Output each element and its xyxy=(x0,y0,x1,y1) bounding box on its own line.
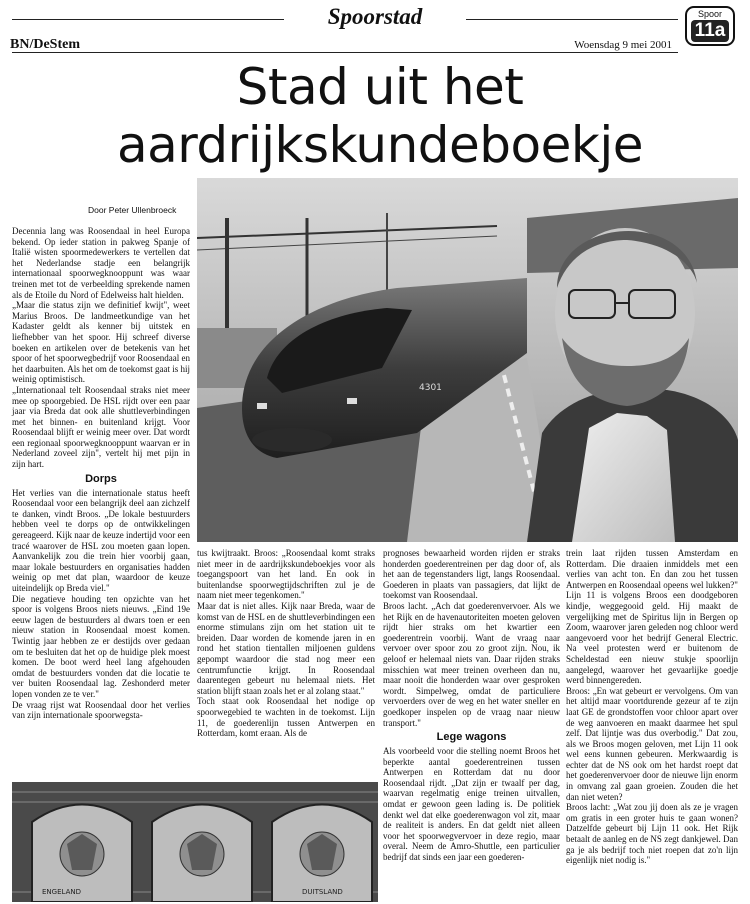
headline xyxy=(60,58,700,174)
paragraph: Die negatieve houding ten opzichte van het spoor is volgens Broos niets nieuws. „Eind 19e eeuw lagen de bestuurders al dwars toen er een nieuw station in Roosendaal moest komen. Twintig jaar hebben ze er destijds over gedaan om te besluiten dat het op de huidige plek moest komen. De boot werd heel lang afgehouden omdat de bestuurders vonden dat die locatie te ver buiten Roosendaal lag. Zeshonderd meter lopen vonden ze te ver." xyxy=(12,593,190,699)
paragraph: Lijn 11 is volgens Broos een doodgeboren kindje, weggegooid geld. Hij maakt de vergelijking met de Spiritus lijn in Bergen op Zoom, waarover jaren geleden nog chloor werd aangevoerd voor het bedrijf General Electric. Na veel protesten werd er buitenom de Scheldestad een nieuw stukje spoorlijn aangelegd, waarover het gevaarlijke goedje werd binnengereden. xyxy=(566,590,738,686)
tiles-illustration xyxy=(12,782,378,902)
header-rule-left xyxy=(12,19,284,20)
column-3 xyxy=(383,548,560,863)
paragraph: Broos lacht. „Ach dat goederenvervoer. Als we het Rijk en de havenautoriteiten moeten geloven rijdt hier straks om het kwartier een goederentrein voorbij. Want de vraag naar vervoer over spoor zou zo groot zijn. Nou, ik geloof er helemaal niets van. Daar rijden straks misschien wat meer treinen overheen dan nu, maar nooit die honderden waar over gesproken wordt. Simpelweg, omdat de particuliere vervoerders over de weg en het water sneller en goedkoper inspelen op de vraag naar nieuw transport." xyxy=(383,600,560,728)
paragraph: trein laat rijden tussen Amsterdam en Rotterdam. Die draaien inmiddels met een verlies van acht ton. En dan zou het tussen Antwerpen en Roosendaal opeens wel lukken?" xyxy=(566,548,738,590)
paragraph: tus kwijtraakt. Broos: „Roosendaal komt straks niet meer in de aardrijkskundeboekjes voor als toegangspoort van het land. En ook in buitenlandse spoorwegtijdschriften zul je de naam niet meer tegenkomen." xyxy=(197,548,375,601)
paragraph: „Maar die status zijn we definitief kwijt", weet Marius Broos. De landmeetkundige van het Kadaster geldt als kenner bij uitstek en liefhebber van het spoor. Hij schreef diverse boeken en artikelen over de betekenis van het spoor of het spoorwegbedrijf voor Roosendaal en het daarbuiten. Als het om de toekomst gaat is hij weinig optimistisch. xyxy=(12,300,190,385)
page-badge-label: Spoor xyxy=(697,9,723,19)
paragraph: Als voorbeeld voor die stelling noemt Broos het beperkte aantal goederentreinen tussen Antwerpen en Rotterdam dat nu door Roosendaal rijdt. „Dat zijn er twaalf per dag, waarvan regelmatig enige treinen uitvallen, omdat er gewoon geen lading is. De politiek denkt wel dat elke goederenwagon vol zit, maar de realiteit is anders. En dat geldt niet alleen voor het spoorwegvervoer in deze regio, maar overal. Neem de Amro-Shuttle, een particulier bedrijf dat sinds een jaar een goederen- xyxy=(383,746,560,863)
paragraph: Toch staat ook Roosendaal het nodige op spoorwegebied te wachten in de toekomst. Lijn 11, de goederenlijn tussen Antwerpen en Rotterdam, komt eraan. Als de xyxy=(197,696,375,739)
paragraph: Broos lacht: „Wat zou jij doen als ze je vragen om gratis in een groter huis te gaan wonen? Datzelfde gebeurt bij Lijn 11 ook. Het Rijk betaalt de aanleg en de NS zegt dankjewel. Dan ga je als bedrijf toch niet roepen dat zo'n lijn eigenlijk niet nodig is." xyxy=(566,802,738,866)
tile-label-right: DUITSLAND xyxy=(302,888,343,896)
paragraph: Maar dat is niet alles. Kijk naar Breda, waar de komst van de HSL en de shuttleverbindingen een enorme stimulans zijn om het station uit te breiden. Daar worden de komende jaren in en rond het station tientallen miljoenen guldens gepompt waardoor die stad nog meer een centrumfunctie krijgt. In Roosendaal daarentegen gebeurt nu helemaal niets. Het station blijft staan zoals het er al zolang staat." xyxy=(197,600,375,696)
headline-line-1: Stad uit het xyxy=(236,58,524,116)
page-badge-number: 11a xyxy=(691,20,729,42)
column-4 xyxy=(566,548,738,866)
masthead-rule xyxy=(12,52,678,53)
section-title: Spoorstad xyxy=(327,4,423,29)
dateline: Woensdag 9 mei 2001 xyxy=(574,39,672,51)
header-rule-right xyxy=(466,19,678,20)
paragraph: De vraag rijst wat Roosendaal door het verlies van zijn internationale spoorwegsta- xyxy=(12,699,190,721)
column-2 xyxy=(197,548,375,739)
subheading-dorps: Dorps xyxy=(85,472,117,485)
masthead: BN/DeStem xyxy=(10,37,80,52)
paragraph: Decennia lang was Roosendaal in heel Europa bekend. Op ieder station in pakweg Spanje of Italië wisten spoormedewerkers te vertellen dat het Nederlandse stadje een belangrijk internationaal spoorwegknooppunt was waar treinen met tot de verbeelding sprekende namen als de Etoile du Nord of Edelweiss halt hielden. xyxy=(12,226,190,300)
paragraph: prognoses bewaarheid worden rijden er straks honderden goederentreinen per dag door of, als het aan de tegenstanders ligt, langs Roosendaal. Goederen in plaats van passagiers, dat lijkt de toekomst van Roosendaal. xyxy=(383,548,560,601)
photo-train-station-portrait xyxy=(197,178,738,542)
tile-label-left: ENGELAND xyxy=(42,888,81,896)
headline-line-2: aardrijkskundeboekje xyxy=(116,116,644,174)
train-number: 4301 xyxy=(419,383,442,393)
paragraph: „Internationaal telt Roosendaal straks niet meer mee op spoorgebied. De HSL rijdt over een paar jaar via Breda dat ook alle shuttleverbindingen met het binnen- en buitenland krijgt. Voor Roosendaal blijft er weinig meer over. Dat wordt een regionaal spoorwegknooppunt waarvan er in Nederland zoveel zijn", vertelt hij met pijn in zijn hart. xyxy=(12,384,190,470)
column-1 xyxy=(12,226,190,721)
byline: Door Peter Ullenbroeck xyxy=(88,205,177,215)
paragraph: Het verlies van die internationale status heeft Roosendaal voor een belangrijk deel aan zichzelf te danken, vindt Broos. „De lokale bestuurders hebben veel te dorps op de ontwikkelingen gereageerd. Kijk naar de keuze indertijd voor een tracé waarover de HSL zou moeten gaan lopen. Aanvankelijk zou die trein hier voorbij gaan, maar lokale bestuurders en organisaties hadden weinig op met dat plan, waardoor de keuze uiteindelijk op Breda viel." xyxy=(12,487,190,593)
paragraph: Broos: „En wat gebeurt er vervolgens. Om van het altijd maar voortdurende gezeur af te zijn laat GE de grondstoffen voor chloor apart over de weg aanvoeren en maakt daarmee het spul zelf. Dat lijntje was dus overbodig." Dat zou, als we Broos mogen geloven, met Lijn 11 ook wel eens kunnen gebeuren. Merkwaardig is echter dat de NS ook om het hardst roept dat het goederenvervoer door de nieuwe lijn enorm in omvang zal gaan groeien. Zouden die het dan niet weten? xyxy=(566,685,738,802)
page-badge xyxy=(685,6,735,46)
photo-illustration xyxy=(197,178,738,542)
photo-station-tiles xyxy=(12,782,378,902)
subheading-lege-wagons: Lege wagons xyxy=(436,731,507,744)
